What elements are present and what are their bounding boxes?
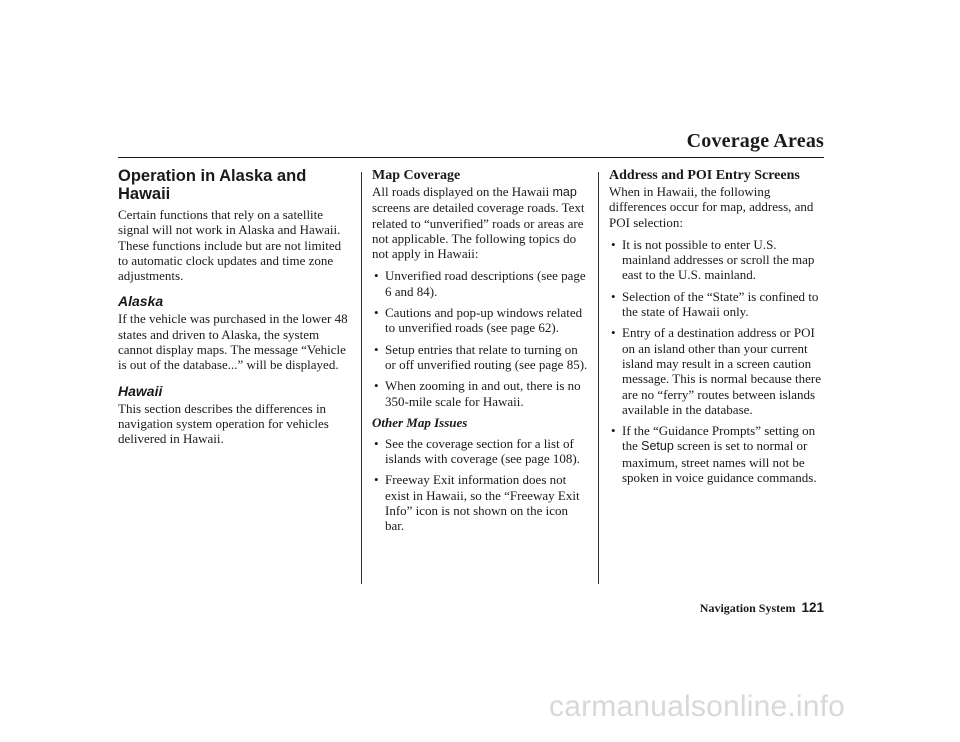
- list-item: [609, 423, 827, 485]
- other-issues-list: [372, 436, 590, 534]
- subheading-hawaii: Hawaii: [118, 382, 163, 399]
- intro-text-b: screens are detailed coverage roads. Text related to “unverified” roads or areas are not applicable. The following topics do not apply in Hawaii:: [372, 200, 585, 262]
- map-coverage-list: [372, 268, 590, 408]
- list-item: • It is not possible to enter U.S. mainland addresses or scroll the map east to the U.S. mainland.: [609, 237, 827, 283]
- column-2: [372, 168, 590, 534]
- page-title: Coverage Areas: [686, 130, 824, 152]
- page-number: 121: [801, 600, 824, 615]
- section-heading-alaska-hawaii: Operation in Alaska and Hawaii: [118, 167, 307, 203]
- list-item: • Selection of the “State” is confined to the state of Hawaii only.: [609, 289, 827, 320]
- section-heading-map-coverage: Map Coverage: [372, 168, 461, 183]
- section-heading-address-poi: Address and POI Entry Screens: [609, 168, 800, 183]
- address-poi-intro: When in Hawaii, the following differences occur for map, address, and POI selection:: [609, 184, 814, 230]
- subheading-other-map-issues: Other Map Issues: [372, 414, 468, 430]
- watermark: carmanualsonline.info: [549, 690, 846, 723]
- map-coverage-intro: [372, 184, 590, 261]
- list-item: • Unverified road descriptions (see page 6 and 84).: [372, 268, 590, 299]
- header-rule: [118, 157, 824, 158]
- list-item: • Cautions and pop-up windows related to unverified roads (see page 62).: [372, 305, 590, 336]
- list-item: • See the coverage section for a list of islands with coverage (see page 108).: [372, 436, 590, 467]
- column-3: [609, 168, 827, 485]
- subheading-alaska: Alaska: [118, 293, 164, 310]
- list-item: • Setup entries that relate to turning on or off unverified routing (see page 85).: [372, 342, 590, 373]
- last-text-a: If the “Guidance Prompts” setting on the: [622, 423, 816, 454]
- footer-section-name: Navigation System: [699, 601, 796, 615]
- column-1: [118, 168, 350, 447]
- address-poi-list: [609, 237, 827, 485]
- list-item: • When zooming in and out, there is no 350-mile scale for Hawaii.: [372, 378, 590, 409]
- alaska-paragraph: If the vehicle was purchased in the lower 48 states and driven to Alaska, the system cannot display maps. The message “Vehicle is out of the database...” will be displayed.: [118, 311, 348, 373]
- map-keyword: map: [552, 185, 577, 199]
- hawaii-paragraph: This section describes the differences in navigation system operation for vehicles delivered in Hawaii.: [118, 400, 329, 447]
- intro-paragraph: Certain functions that rely on a satellite signal will not work in Alaska and Hawaii. These functions include but are not limited to automatic clock updates and time zone adjustments.: [118, 207, 342, 284]
- setup-keyword: Setup: [641, 439, 674, 454]
- column-divider-2: [598, 172, 599, 584]
- last-text-b: screen is set to normal or maximum, street names will not be spoken in voice guidance commands.: [622, 438, 817, 486]
- list-item: • Freeway Exit information does not exist in Hawaii, so the “Freeway Exit Info” icon is not shown on the icon bar.: [372, 472, 590, 533]
- column-divider-1: [361, 172, 362, 584]
- page-footer: [700, 600, 824, 616]
- intro-text-a: All roads displayed on the Hawaii: [372, 184, 553, 199]
- list-item: • Entry of a destination address or POI on an island other than your current island may result in a screen caution message. This is normal because there are no “ferry” routes between islands available in the database.: [609, 325, 827, 417]
